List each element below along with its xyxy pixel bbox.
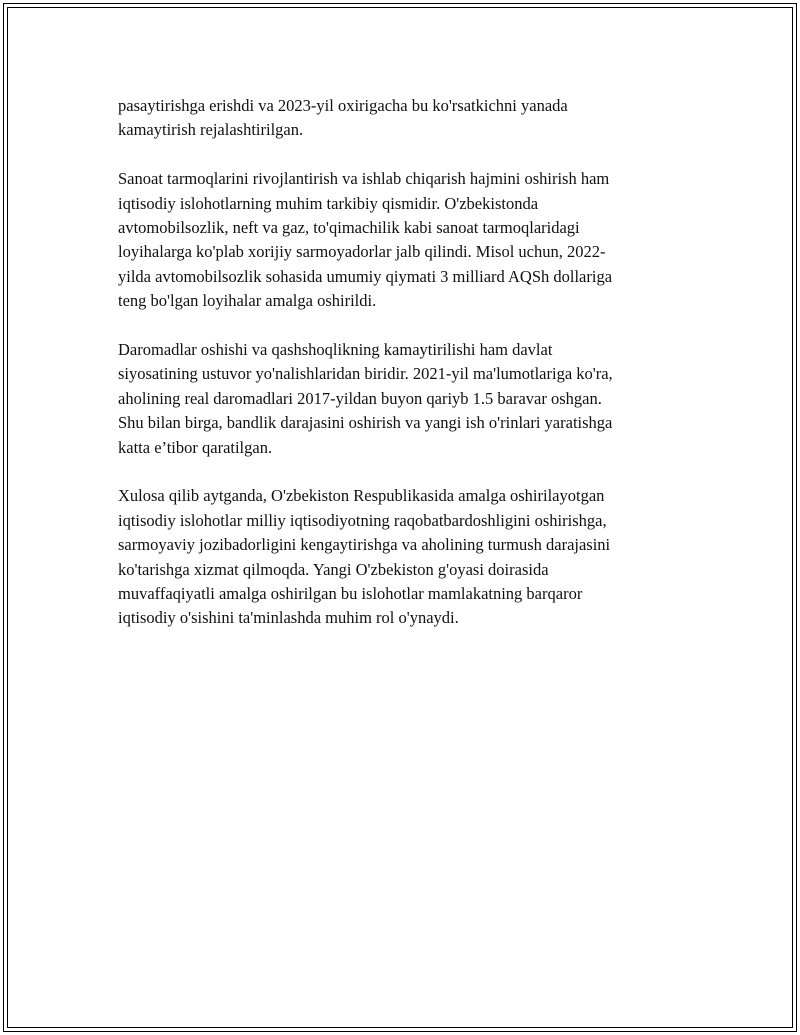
paragraph: Sanoat tarmoqlarini rivojlantirish va ishlab chiqarish hajmini oshirish ham iqtisodiy islohotlarning muhim tarkibiy qismidir. O'zbekistonda avtomobilsozlik, neft va gaz, to'qimachilik kabi sanoat tarmoqlaridagi loyihalarga ko'plab xorijiy sarmoyadorlar jalb qilindi. Misol uchun, 2022- yilda avtomobilsozlik sohasida umumiy qiymati 3 milliard AQSh dollariga teng bo'lgan loyihalar amalga oshirildi. — [118, 169, 613, 311]
paragraph: pasaytirishga erishdi va 2023-yil oxirigacha bu ko'rsatkichni yanada kamaytirish rejalashtirilgan. — [118, 96, 568, 140]
document-body — [118, 94, 678, 655]
paragraph: Daromadlar oshishi va qashshoqlikning kamaytirilishi ham davlat siyosatining ustuvor yo'nalishlaridan biridir. 2021-yil ma'lumotlariga ko'ra, aholining real daromadlari 2017-yildan buyon qariyb 1.5 baravar oshgan. Shu bilan birga, bandlik darajasini oshirish va yangi ish o'rinlari yaratishga katta e’tibor qaratilgan. — [118, 340, 613, 457]
paragraph: Xulosa qilib aytganda, O'zbekiston Respublikasida amalga oshirilayotgan iqtisodiy islohotlar milliy iqtisodiyotning raqobatbardoshligini oshirishga, sarmoyaviy jozibadorligini kengaytirishga va aholining turmush darajasini ko'tarishga xizmat qilmoqda. Yangi O'zbekiston g'oyasi doirasida muvaffaqiyatli amalga oshirilgan bu islohotlar mamlakatning barqaror iqtisodiy o'sishini ta'minlashda muhim rol o'ynaydi. — [118, 486, 611, 628]
